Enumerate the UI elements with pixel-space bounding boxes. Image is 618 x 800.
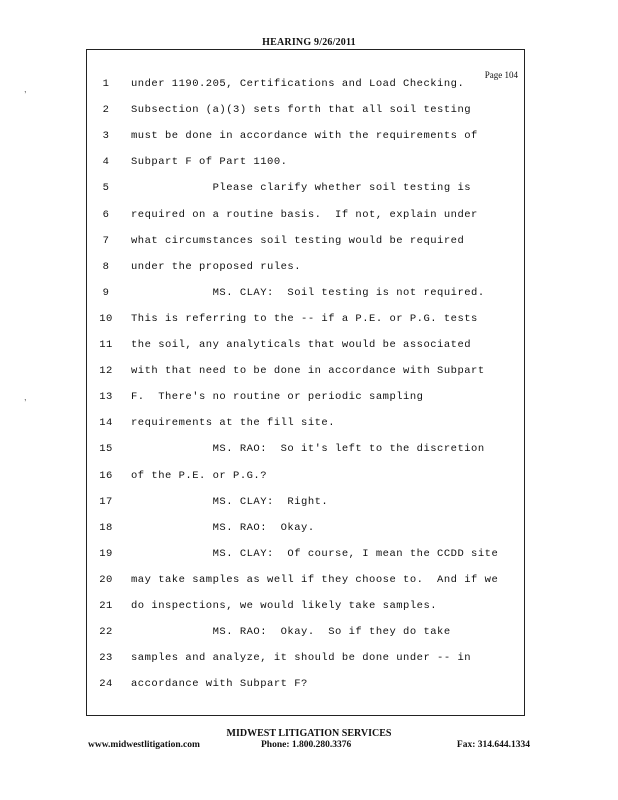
- line-number: 7: [102, 234, 110, 247]
- transcript-line: [87, 417, 524, 443]
- line-text: F. There's no routine or periodic sampling: [131, 391, 424, 404]
- line-number: 10: [99, 312, 113, 325]
- line-number: 13: [99, 391, 113, 404]
- transcript-line: [87, 522, 524, 548]
- footer-phone: Phone: 1.800.280.3376: [261, 740, 352, 750]
- line-text: MS. RAO: Okay. So if they do take: [131, 626, 451, 639]
- transcript-line: [87, 391, 524, 417]
- footer-fax: Fax: 314.644.1334: [456, 740, 530, 750]
- line-text: under the proposed rules.: [131, 260, 302, 273]
- line-number: 2: [102, 104, 110, 117]
- line-number: 11: [99, 339, 113, 351]
- line-text: MS. RAO: Okay.: [131, 521, 315, 534]
- transcript-line: [87, 443, 524, 469]
- transcript-line: [87, 287, 524, 313]
- line-text: required on a routine basis. If not, explain under: [131, 208, 478, 221]
- line-text: requirements at the fill site.: [131, 417, 336, 430]
- footer-contact-row: [88, 740, 530, 754]
- line-number: 1: [102, 78, 110, 90]
- line-text: MS. CLAY: Of course, I mean the CCDD site: [131, 547, 499, 560]
- line-number: 24: [99, 678, 113, 691]
- footer-website: www.midwestlitigation.com: [88, 740, 200, 750]
- transcript-line: [87, 104, 524, 130]
- transcript-line: [87, 574, 524, 600]
- line-text: under 1190.205, Certifications and Load Checking.: [131, 78, 465, 90]
- line-text: This is referring to the -- if a P.E. or P.G. tests: [131, 312, 478, 325]
- line-number: 15: [99, 443, 113, 456]
- margin-mark: ,: [24, 392, 27, 402]
- page-number: Page 104: [484, 70, 518, 80]
- line-text: accordance with Subpart F?: [131, 678, 308, 691]
- line-number: 8: [102, 260, 110, 273]
- line-text: samples and analyze, it should be done under -- in: [131, 652, 472, 665]
- footer-company-name: MIDWEST LITIGATION SERVICES: [226, 728, 392, 739]
- line-text: MS. CLAY: Right.: [131, 495, 329, 508]
- line-number: 18: [99, 521, 113, 534]
- line-text: Please clarify whether soil testing is: [131, 182, 472, 195]
- margin-mark: ,: [24, 84, 27, 94]
- line-number: 5: [102, 182, 110, 195]
- transcript-line: [87, 313, 524, 339]
- line-number: 21: [99, 600, 113, 612]
- line-text: the soil, any analyticals that would be associated: [131, 339, 472, 351]
- transcript-line: [87, 600, 524, 626]
- transcript-line: [87, 496, 524, 522]
- line-text: do inspections, we would likely take samples.: [131, 600, 438, 612]
- line-number: 16: [99, 469, 113, 482]
- line-number: 9: [102, 286, 110, 299]
- page-header-title: HEARING 9/26/2011: [262, 37, 356, 48]
- transcript-line: [87, 78, 524, 104]
- transcript-line: [87, 548, 524, 574]
- line-number: 4: [102, 156, 110, 169]
- line-number: 6: [102, 208, 110, 221]
- line-text: must be done in accordance with the requirements of: [131, 130, 478, 143]
- line-text: with that need to be done in accordance with Subpart: [131, 365, 485, 378]
- line-number: 19: [99, 547, 113, 560]
- transcript-line: [87, 130, 524, 156]
- transcript-line: [87, 470, 524, 496]
- line-text: of the P.E. or P.G.?: [131, 469, 268, 482]
- transcript-line: [87, 626, 524, 652]
- line-text: may take samples as well if they choose to. And if we: [131, 573, 499, 586]
- line-text: what circumstances soil testing would be required: [131, 234, 465, 247]
- line-number: 23: [99, 652, 113, 665]
- transcript-line: [87, 652, 524, 678]
- line-number: 20: [99, 573, 113, 586]
- line-number: 14: [99, 417, 113, 430]
- line-number: 22: [99, 626, 113, 639]
- transcript-line: [87, 339, 524, 365]
- line-number: 12: [99, 365, 113, 378]
- line-text: MS. RAO: So it's left to the discretion: [131, 443, 485, 456]
- transcript-line: [87, 365, 524, 391]
- transcript-line: [87, 182, 524, 208]
- transcript-line: [87, 156, 524, 182]
- transcript-line: [87, 678, 524, 704]
- line-text: Subsection (a)(3) sets forth that all soil testing: [131, 104, 472, 117]
- line-number: 17: [99, 495, 113, 508]
- line-number: 3: [102, 130, 110, 143]
- transcript-line: [87, 209, 524, 235]
- line-text: MS. CLAY: Soil testing is not required.: [131, 286, 485, 299]
- line-text: Subpart F of Part 1100.: [131, 156, 288, 169]
- transcript-line: [87, 235, 524, 261]
- transcript-line: [87, 261, 524, 287]
- transcript-page-box: [86, 49, 525, 716]
